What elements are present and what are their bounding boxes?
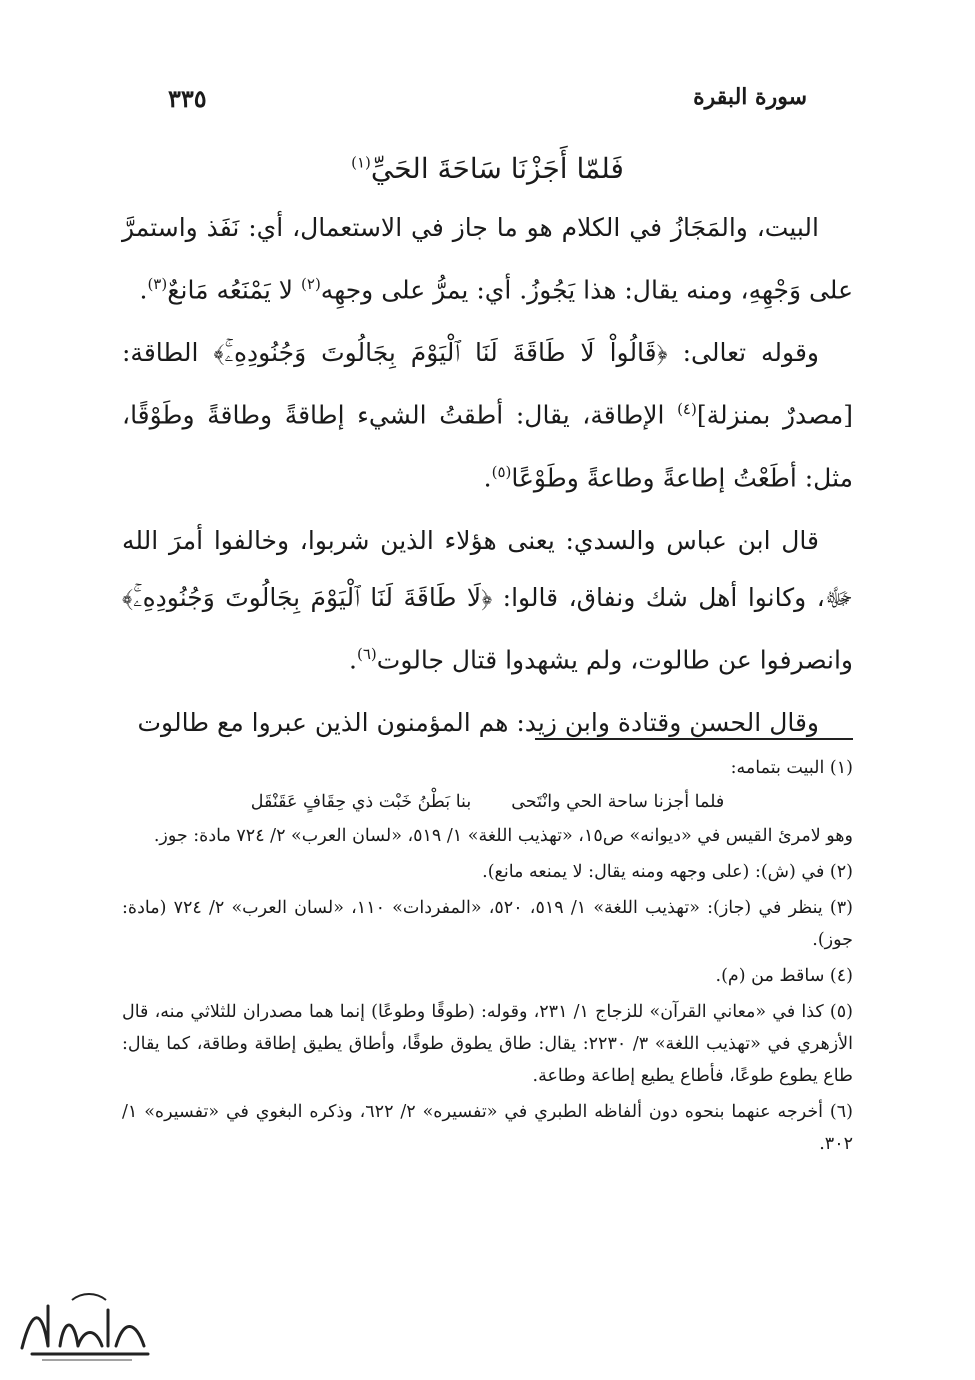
footnote-5: (٥) كذا في «معاني القرآن» للزجاج ١/ ٢٣١، وقوله: (طوقًا وطوعًا) إنما هما مصدران للثلاثي منه، قال الأزهري في «تهذيب اللغة» ٣/ ٢٢٣٠: يقال: طاق يطوق طوقًا، وأطاق يطيق إطاقة وطاقة، كما يقال: طاع يطوع طوعًا، فأطاع يطيع إطاعة وطاعة. [122, 1002, 853, 1086]
paragraph-4 [122, 694, 853, 751]
publisher-logo [12, 1288, 160, 1368]
paragraph-1-text: البيت، والمَجَازُ في الكلام هو ما جاز في الاستعمال، أي: نَفَذ واستمرَّ على وَجْهِهِ، ومنه يقال: هذا يَجُوزُ. أي: يمرُّ على وجهِه [122, 213, 853, 305]
footnote-ref-6: (٦) [357, 644, 377, 663]
footnote-3: (٣) ينظر في (جاز): «تهذيب اللغة» ١/ ٥١٩، ٥٢٠، «المفردات» ١١٠، «لسان العرب» ٢/ ٧٢٤ (مادة: جوز). [122, 898, 853, 950]
verse-text: فَلمّا أَجَزْنَا سَاحَةَ الحَيِّ [370, 152, 624, 185]
paragraph-3: قال ابن عباس والسدي: يعنى هؤلاء الذين شربوا، وخالفوا أمرَ الله ﷻ، وكانوا أهل شك ونفاق، قالوا: ﴿لَا طَاقَةَ لَنَا ٱلْيَوْمَ بِجَالُوتَ وَجُنُودِهِۦۚ﴾ وانصرفوا عن طالوت، ولم يشهدوا قتال جالوت$^{(٦)}$. [122, 525, 853, 675]
footnote-1-poem [122, 786, 853, 818]
footnotes [122, 752, 853, 1164]
footnote-1-title: (١) البيت بتمامه: [730, 758, 853, 778]
footnote-1-source: وهو لامرئ القيس في «ديوانه» ص١٥، «تهذيب اللغة» ١/ ٥١٩، «لسان العرب» ٢/ ٧٢٤ مادة: جوز. [153, 826, 853, 846]
footnote-ref-4: (٤) [677, 400, 697, 419]
hemistich-2: بنا بَطْنُ خَبْت ذي حِقَافٍ عَقَنْقَل [250, 792, 472, 812]
footnote-ref-3: (٣) [147, 275, 168, 293]
page-number: ٣٣٥ [168, 84, 207, 113]
paragraph-4-text: وقال الحسن وقتادة وابن زيد: هم المؤمنون الذين عبروا مع طالوت [137, 708, 819, 738]
paragraph-1-tail: لا يَمْنَعُه مَانعٌ [167, 275, 294, 305]
footnote-2: (٢) في (ش): (على وجهه ومنه يقال: لا يمنعه مانع). [482, 862, 853, 882]
hemistich-1: فلما أجزنا ساحة الحي وانْتَحى [511, 792, 725, 812]
footnote-ref-1: (١) [351, 153, 371, 172]
paragraph-2-text-b: الإطاقة، يقال: أطقتُ الشيء إطاقةً وطاقةً وطَوْقًا، مثل: أطَعْتُ إطاعةً وطاعةً وطَوْعًا [122, 400, 853, 492]
paragraph-2-text-a: وقوله تعالى: ﴿قَالُواْ لَا طَاقَةَ لَنَا ٱلْيَوْمَ بِجَالُوتَ وَجُنُودِهِۦۚ﴾ الطاقة: [مصدرٌ بمنزلة] [122, 338, 854, 430]
footnote-4: (٤) ساقط من (م). [715, 966, 853, 986]
paragraph-1: البيت، والمَجَازُ في الكلام هو ما جاز في الاستعمال، أي: نَفَذ واستمرَّ على وَجْهِهِ، ومنه يقال: هذا يَجُوزُ. أي: يمرُّ على وجهِه$^{(٢)}$ لا يَمْنَعُه مَانعٌ$^{(٣)}$. [122, 213, 853, 305]
footnote-divider [535, 738, 853, 740]
poem-verse [122, 152, 853, 185]
paragraph-3-text: قال ابن عباس والسدي: يعنى هؤلاء الذين شربوا، وخالفوا أمرَ الله ﷻ، وكانوا أهل شك ونفاق، قالوا: ﴿لَا طَاقَةَ لَنَا ٱلْيَوْمَ بِجَالُوتَ وَجُنُودِهِۦۚ﴾ وانصرفوا عن طالوت، ولم يشهدوا قتال جالوت [122, 525, 853, 675]
footnote-1 [122, 752, 853, 852]
main-text [122, 148, 853, 757]
page-header [168, 84, 807, 124]
footnote-6: (٦) أخرجه عنهما بنحوه دون ألفاظه الطبري في «تفسيره» ٢/ ٦٢٢، وذكره البغوي في «تفسيره» ١/ ٣٠٢. [122, 1102, 853, 1154]
footnote-ref-2: (٢) [301, 275, 321, 293]
surah-title: سورة البقرة [693, 84, 807, 110]
footnote-ref-5: (٥) [491, 462, 512, 481]
paragraph-2: وقوله تعالى: ﴿قَالُواْ لَا طَاقَةَ لَنَا ٱلْيَوْمَ بِجَالُوتَ وَجُنُودِهِۦۚ﴾ الطاقة: [مصدرٌ بمنزلة]$^{(٤)}$ الإطاقة، يقال: أطقتُ الشيء إطاقةً وطاقةً وطَوْقًا، مثل: أطَعْتُ إطاعةً وطاعةً وطَوْعًا$^{(٥)}$. [122, 338, 854, 492]
